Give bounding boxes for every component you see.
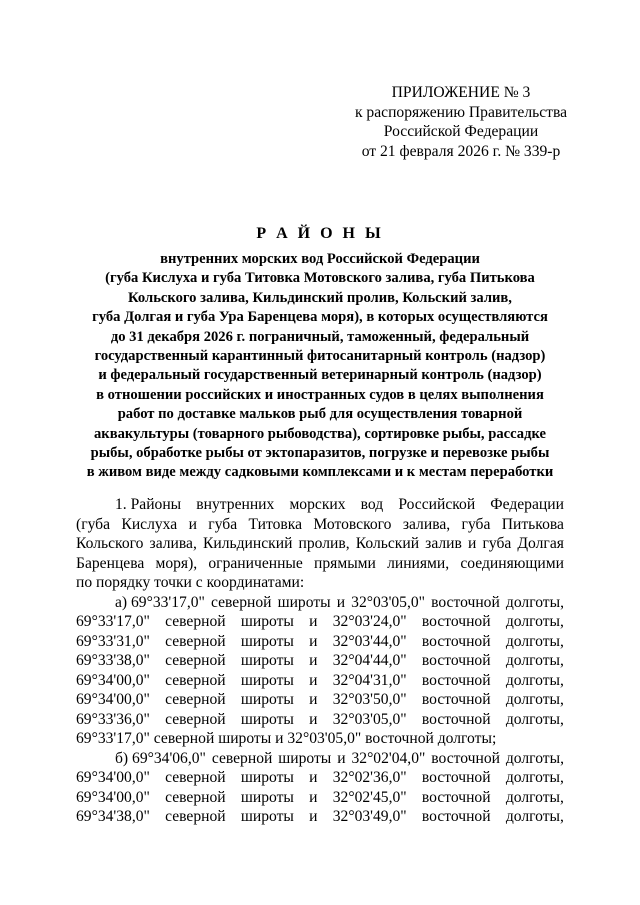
body-word: Федерации <box>490 496 564 513</box>
subtitle-line: внутренних морских вод Российской Федерации <box>160 251 480 267</box>
subtitle-line: работ по доставке мальков рыб для осуществления товарной <box>117 406 523 423</box>
annex-order-ref: к распоряжению Правительства <box>354 103 568 121</box>
body-word: 32°02'36,0" <box>332 769 407 786</box>
subtitle-line: (губа Кислуха и губа Титовка Мотовского залива, губа Питькова <box>105 270 535 287</box>
body-word: восточной <box>421 691 491 708</box>
body-word: широты <box>240 613 294 630</box>
body-word: 69°33'17,0" <box>76 613 150 630</box>
body-line <box>76 749 564 769</box>
body-word: северной <box>165 671 226 689</box>
body-word: восточной <box>421 710 491 728</box>
body-word: широты <box>240 671 294 689</box>
body-line <box>76 495 564 515</box>
body-word: долготы, <box>505 652 564 669</box>
subtitle-line: в живом виде между садковыми комплексами и к местам переработки <box>86 464 554 481</box>
body-line <box>76 710 564 730</box>
body-word: широты <box>240 652 294 669</box>
body-word: 69°33'17,0" северной широты и 32°03'05,0" восточной долготы; <box>76 730 497 747</box>
document-subtitle <box>70 250 570 483</box>
subtitle-line: губа Долгая и губа Ура Баренцева моря), в которых осуществляются <box>92 309 548 326</box>
body-word: широты <box>240 808 294 825</box>
body-word: Кольского <box>76 535 144 552</box>
body-word: и <box>336 593 346 611</box>
annex-number: ПРИЛОЖЕНИЕ № 3 <box>391 84 531 101</box>
body-word: Российской <box>398 496 476 513</box>
body-word: долготы, <box>505 613 564 630</box>
body-word: северной <box>165 691 226 708</box>
body-word: восточной <box>421 671 491 689</box>
body-line <box>76 534 564 554</box>
body-word: вод <box>360 496 384 513</box>
body-word: широты <box>277 593 331 611</box>
body-word: 69°34'00,0" <box>76 691 150 708</box>
body-word: залив <box>425 535 462 552</box>
body-word: долготы, <box>505 788 564 806</box>
body-word: 69°33'36,0" <box>76 710 150 728</box>
body-word: восточной <box>431 749 500 767</box>
body-word: 32°03'24,0" <box>332 613 407 630</box>
body-word: северной <box>165 652 226 669</box>
body-word: 32°03'05,0" <box>351 593 426 611</box>
body-word: северной <box>210 593 272 611</box>
body-line <box>76 573 564 593</box>
body-word: 32°04'31,0" <box>332 671 407 689</box>
body-word: долготы, <box>505 749 564 767</box>
body-word: восточной <box>421 652 491 669</box>
body-word: залива, <box>402 515 451 533</box>
body-word: широты <box>240 710 294 728</box>
body-word: и <box>309 632 318 650</box>
body-word: долготы, <box>505 671 564 689</box>
annex-header <box>330 83 592 161</box>
body-line <box>76 632 564 652</box>
body-word: Кольский <box>355 535 420 552</box>
body-line <box>76 593 564 613</box>
body-word: внутренних <box>196 496 275 513</box>
body-word: залива, <box>149 535 197 552</box>
body-word: Кислуха <box>121 515 178 533</box>
body-line <box>76 651 564 671</box>
body-line <box>76 729 564 749</box>
body-word: северной <box>165 808 226 825</box>
body-word: долготы, <box>505 710 564 728</box>
body-word: и <box>309 613 318 630</box>
body-word: северной <box>165 710 226 728</box>
body-word: 69°34'00,0" <box>76 788 150 806</box>
body-word: губа <box>461 515 491 533</box>
body-word: и <box>337 749 346 767</box>
body-word: Кильдинский <box>202 535 293 552</box>
body-word: и <box>309 769 318 786</box>
document-body <box>76 495 564 827</box>
body-word: широты <box>240 632 294 650</box>
body-word: и <box>468 535 477 552</box>
subtitle-line: в отношении российских и иностранных судов в целях выполнения <box>96 386 544 403</box>
body-word: 32°03'50,0" <box>332 691 407 708</box>
annex-government: Российской Федерации <box>383 123 539 140</box>
body-line <box>76 788 564 808</box>
body-line <box>76 807 564 827</box>
body-word: а) 69°33'17,0" <box>115 593 205 611</box>
body-word: 32°03'44,0" <box>332 632 407 650</box>
body-word: прямыми <box>314 554 376 572</box>
body-word: и <box>309 808 318 825</box>
body-word: ограниченные <box>208 554 303 572</box>
body-word: губа <box>208 515 238 533</box>
body-word: северной <box>211 749 273 767</box>
body-word: широты <box>240 788 294 806</box>
body-word: восточной <box>421 788 491 806</box>
body-line <box>76 612 564 632</box>
body-word: 32°02'45,0" <box>332 788 407 806</box>
subtitle-line: аквакультуры (товарного рыбоводства), сортировке рыбы, рассадке <box>94 425 546 442</box>
body-word: пролив, <box>298 535 350 552</box>
body-line <box>76 671 564 691</box>
body-word: 32°02'04,0" <box>351 749 426 767</box>
body-word: северной <box>165 613 226 630</box>
body-word: 32°03'05,0" <box>332 710 407 728</box>
body-word: широты <box>278 749 332 767</box>
body-word: 69°33'31,0" <box>76 632 150 650</box>
body-word: и <box>309 710 318 728</box>
body-word: Баренцева <box>76 554 145 572</box>
body-word: 69°34'38,0" <box>76 808 150 825</box>
body-word: линиями, <box>387 554 450 572</box>
body-word: северной <box>165 788 226 806</box>
body-word: и <box>309 691 318 708</box>
body-word: долготы, <box>505 593 564 611</box>
body-word: и <box>309 788 318 806</box>
body-word: Долгая <box>517 535 564 552</box>
body-word: 32°04'44,0" <box>332 652 407 669</box>
body-word: восточной <box>431 593 500 611</box>
body-word: восточной <box>421 632 491 650</box>
subtitle-line: и федеральный государственный ветеринарный контроль (надзор) <box>98 367 542 384</box>
body-line <box>76 690 564 710</box>
annex-date: от 21 февраля 2026 г. № 339-р <box>361 142 561 160</box>
body-word: моря), <box>155 554 198 572</box>
body-word: широты <box>240 769 294 786</box>
body-word: долготы, <box>505 808 564 825</box>
body-word: 69°34'00,0" <box>76 671 150 689</box>
body-word: и <box>309 652 318 669</box>
body-word: губа <box>482 535 512 552</box>
body-word: и <box>188 515 197 533</box>
body-line <box>76 768 564 788</box>
document-title: Р А Й О Н Ы <box>256 225 384 242</box>
body-line <box>76 515 564 535</box>
body-word: 69°33'38,0" <box>76 652 150 669</box>
subtitle-line: государственный карантинный фитосанитарный контроль (надзор) <box>94 348 546 365</box>
subtitle-line: Кольского залива, Кильдинский пролив, Кольский залив, <box>128 289 512 306</box>
body-word: северной <box>165 769 226 786</box>
body-word: широты <box>240 691 294 708</box>
body-word: 1. Районы <box>115 496 182 513</box>
body-word: северной <box>165 632 226 650</box>
body-word: 69°34'00,0" <box>76 769 150 786</box>
body-word: восточной <box>421 769 491 786</box>
subtitle-line: рыбы, обработке рыбы от эктопаразитов, погрузке и перевозке рыбы <box>90 445 550 462</box>
body-word: долготы, <box>505 769 564 786</box>
body-word: соединяющими <box>460 554 564 572</box>
body-word: Мотовского <box>313 515 392 533</box>
subtitle-line: до 31 декабря 2026 г. пограничный, таможенный, федеральный <box>110 328 530 345</box>
body-line <box>76 554 564 574</box>
body-word: восточной <box>421 613 491 630</box>
body-word: б) 69°34'06,0" <box>115 749 206 767</box>
body-word: Питькова <box>501 515 564 533</box>
body-word: восточной <box>421 808 491 825</box>
body-word: Титовка <box>248 515 303 533</box>
body-word: долготы, <box>505 691 564 708</box>
body-word: (губа <box>76 515 111 533</box>
body-word: долготы, <box>505 632 564 650</box>
body-word: по порядку точки с координатами: <box>76 574 305 591</box>
body-word: 32°03'49,0" <box>332 808 407 825</box>
body-word: морских <box>289 496 346 513</box>
body-word: и <box>309 671 318 689</box>
